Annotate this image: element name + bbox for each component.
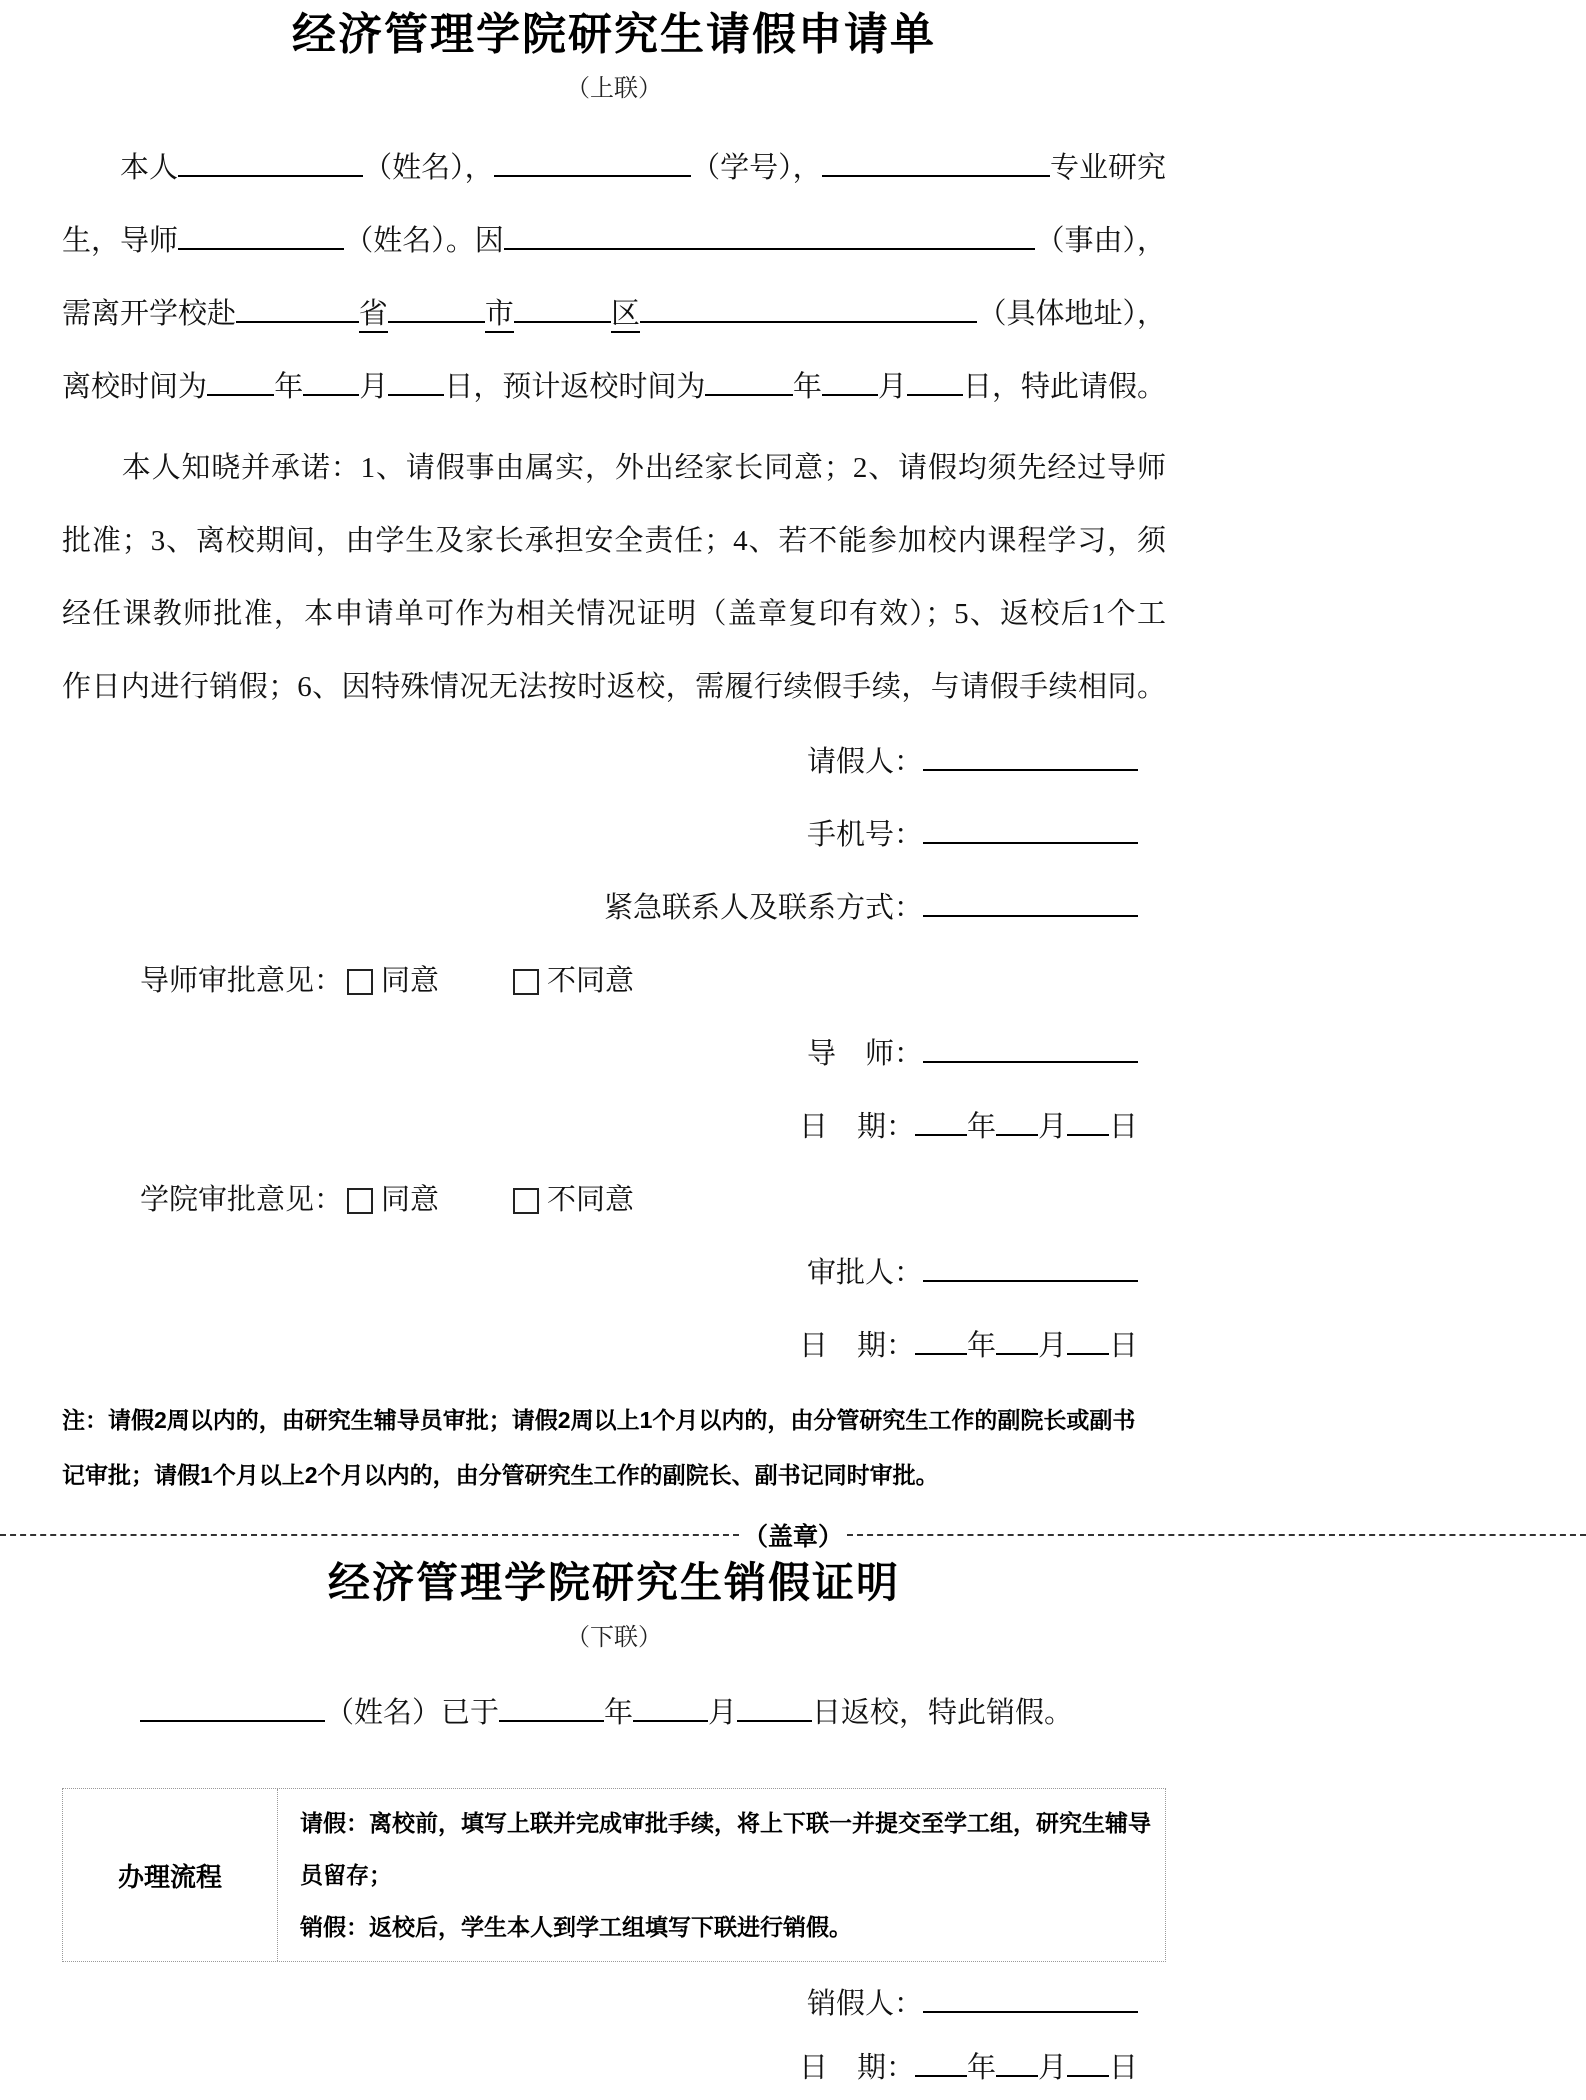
college-disagree-label: 不同意: [547, 1184, 635, 1216]
text-on-blank-line: 省: [359, 297, 388, 333]
tutor-date-field: [62, 1091, 1166, 1164]
commitment-line: 本人知晓并承诺：1、请假事由属实，外出经家长同意；2、请假均须先经过导师: [62, 452, 1166, 484]
page-title: 经济管理学院研究生请假申请单: [292, 10, 936, 59]
applicant-signature-fields: [62, 726, 1166, 945]
approver-signature-field: [62, 1237, 1166, 1310]
text-segment: 月: [1037, 2052, 1067, 2084]
blank-field[interactable]: [207, 372, 274, 396]
blank-field[interactable]: [178, 153, 363, 177]
blank-field[interactable]: [923, 1039, 1138, 1063]
dashed-line: [0, 1534, 739, 1536]
form-line-tutor-reason: [62, 205, 1166, 278]
tutor-signature-field: [62, 1018, 1166, 1091]
college-date-field: [62, 1310, 1166, 1383]
dashed-line: [847, 1534, 1586, 1536]
text-segment: （姓名），: [363, 152, 494, 184]
text-segment: 日 期：: [798, 2052, 915, 2084]
text-segment: 手机号：: [806, 819, 923, 851]
lower-subtitle: （下联）: [566, 1625, 662, 1651]
blank-field[interactable]: [923, 1258, 1138, 1282]
text-segment: 紧急联系人及联系方式：: [603, 892, 923, 924]
text-on-blank-line: 区: [611, 297, 640, 333]
note-line: 注：请假2周以内的，由研究生辅导员审批；请假2周以上1个月以内的，由分管研究生工作的副院长或副书: [62, 1407, 1136, 1433]
blank-field[interactable]: [494, 153, 691, 177]
blank-field[interactable]: [996, 2053, 1038, 2077]
form-line-dates: [62, 351, 1166, 424]
commitment-line: 作日内进行销假；6、因特殊情况无法按时返校，需履行续假手续，与请假手续相同。: [62, 671, 1166, 703]
upper-form: [62, 0, 1166, 1503]
blank-field[interactable]: [907, 372, 963, 396]
blank-field[interactable]: [705, 372, 792, 396]
application-paragraph: [62, 132, 1166, 424]
upper-subtitle: （上联）: [566, 76, 662, 102]
text-segment: 月: [359, 371, 389, 403]
text-segment: 日返校，特此销假。: [812, 1697, 1074, 1729]
blank-field[interactable]: [996, 1331, 1038, 1355]
blank-field[interactable]: [1067, 1112, 1109, 1136]
text-segment: 日: [1108, 1330, 1138, 1362]
process-box-content: [278, 1789, 1165, 1961]
cancel-person-field: [62, 1972, 1166, 2036]
text-segment: 月: [708, 1697, 738, 1729]
cancel-date-field: [62, 2036, 1166, 2100]
process-box-label: 办理流程: [63, 1789, 278, 1961]
tutor-agree-label: 同意: [381, 965, 440, 997]
blank-field[interactable]: [303, 372, 359, 396]
text-segment: 审批人：: [806, 1257, 923, 1289]
text-segment: 日 期：: [798, 1111, 915, 1143]
text-segment: 年: [966, 2052, 996, 2084]
approval-rules-note: [62, 1393, 1166, 1503]
cancel-signature-fields: [62, 1972, 1166, 2100]
blank-field[interactable]: [1067, 2053, 1109, 2077]
text-on-blank-line: 市: [485, 297, 514, 333]
text-segment: 日: [1108, 2052, 1138, 2084]
commitment-line: 批准；3、离校期间，由学生及家长承担安全责任；4、若不能参加校内课程学习，须: [62, 525, 1166, 557]
form-line-name-id-major: [62, 132, 1166, 205]
blank-field[interactable]: [923, 1989, 1138, 2013]
text-segment: 本人: [62, 152, 179, 184]
blank-field[interactable]: [822, 372, 878, 396]
tutor-agree-checkbox[interactable]: [347, 969, 373, 995]
college-agree-checkbox[interactable]: [347, 1188, 373, 1214]
text-segment: （学号），: [691, 152, 822, 184]
text-segment: 销假人：: [806, 1988, 923, 2020]
text-segment: 导 师：: [806, 1038, 923, 1070]
text-segment: 专业研究: [1049, 152, 1166, 184]
blank-field[interactable]: [1067, 1331, 1109, 1355]
blank-field[interactable]: [923, 747, 1138, 771]
text-segment: （具体地址），: [977, 298, 1166, 330]
process-line-leave: 请假：离校前，填写上联并完成审批手续，将上下联一并提交至学工组，研究生辅导员留存；: [300, 1810, 1151, 1888]
text-segment: 日: [1108, 1111, 1138, 1143]
seal-label: （盖章）: [743, 1523, 844, 1551]
phone-field: [62, 799, 1166, 872]
college-agree-label: 同意: [381, 1184, 440, 1216]
text-segment: 月: [877, 371, 907, 403]
text-segment: 离校时间为: [62, 371, 208, 403]
blank-field[interactable]: [633, 1698, 708, 1722]
blank-field[interactable]: [640, 299, 977, 323]
blank-field[interactable]: [915, 1331, 967, 1355]
blank-field[interactable]: [178, 226, 344, 250]
commitment-line: 经任课教师批准，本申请单可作为相关情况证明（盖章复印有效）；5、返校后1个工: [62, 598, 1166, 630]
text-segment: （事由），: [1035, 225, 1166, 257]
text-segment: 日，预计返校时间为: [444, 371, 706, 403]
text-segment: 月: [1037, 1111, 1067, 1143]
blank-field[interactable]: [923, 820, 1138, 844]
text-segment: 年: [604, 1697, 634, 1729]
blank-field[interactable]: [499, 1698, 604, 1722]
text-segment: 生，导师: [62, 225, 179, 257]
tear-off-divider: [0, 1517, 1586, 1553]
blank-field[interactable]: [514, 299, 611, 323]
blank-field[interactable]: [504, 226, 1036, 250]
text-segment: 日 期：: [798, 1330, 915, 1362]
commitment-paragraph: [62, 432, 1166, 724]
process-line-cancel: 销假：返校后，学生本人到学工组填写下联进行销假。: [300, 1914, 852, 1940]
blank-field[interactable]: [388, 299, 485, 323]
tutor-approval-row: [62, 945, 1166, 1018]
note-line: 记审批；请假1个月以上2个月以内的，由分管研究生工作的副院长、副书记同时审批。: [62, 1462, 939, 1488]
text-segment: 年: [274, 371, 304, 403]
blank-field[interactable]: [388, 372, 444, 396]
blank-field[interactable]: [915, 1112, 967, 1136]
blank-field[interactable]: [737, 1698, 812, 1722]
text-segment: 请假人：: [806, 746, 923, 778]
tutor-approval-label: 导师审批意见：: [140, 965, 344, 997]
return-sentence: [62, 1677, 1166, 1750]
blank-field[interactable]: [140, 1698, 325, 1722]
text-segment: 年: [792, 371, 822, 403]
tutor-disagree-checkbox[interactable]: [513, 969, 539, 995]
text-segment: 月: [1037, 1330, 1067, 1362]
blank-field[interactable]: [996, 1112, 1038, 1136]
blank-field[interactable]: [236, 299, 359, 323]
lower-form: [62, 1555, 1166, 2100]
tutor-disagree-label: 不同意: [547, 965, 635, 997]
blank-field[interactable]: [923, 893, 1138, 917]
college-disagree-checkbox[interactable]: [513, 1188, 539, 1214]
text-segment: （姓名）。因: [344, 225, 504, 257]
form-line-destination: [62, 278, 1166, 351]
text-segment: （姓名）已于: [325, 1697, 500, 1729]
blank-field[interactable]: [915, 2053, 967, 2077]
applicant-name-field: [62, 726, 1166, 799]
text-segment: 需离开学校赴: [62, 298, 237, 330]
emergency-contact-field: [62, 872, 1166, 945]
text-segment: 年: [966, 1330, 996, 1362]
college-approval-row: [62, 1164, 1166, 1237]
college-approval-label: 学院审批意见：: [140, 1184, 344, 1216]
lower-title: 经济管理学院研究生销假证明: [327, 1561, 900, 1607]
blank-field[interactable]: [822, 153, 1050, 177]
text-segment: 日，特此请假。: [962, 371, 1166, 403]
text-segment: 年: [966, 1111, 996, 1143]
process-box: [62, 1788, 1166, 1962]
